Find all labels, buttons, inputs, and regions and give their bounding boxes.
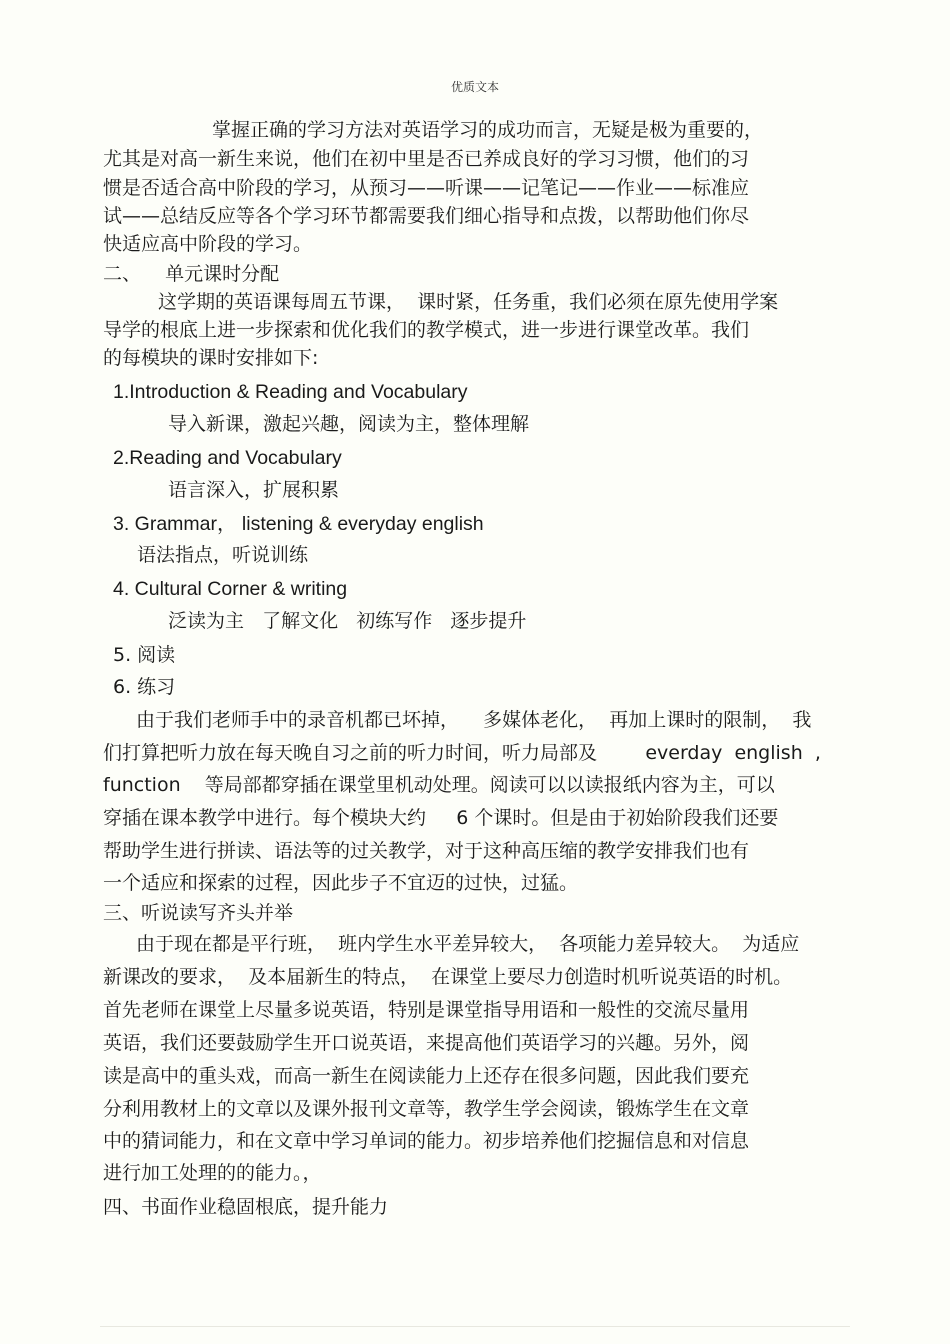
paragraph-line: 快适应高中阶段的学习。 [103,233,313,255]
paragraph-line: 读是高中的重头戏，而高一新生在阅读能力上还存在很多问题，因此我们要充 [103,1065,750,1087]
paragraph-line: 由于我们老师手中的录音机都已坏掉， 多媒体老化， 再加上课时的限制， 我 [136,709,812,731]
paragraph-line: 英语，我们还要鼓励学生开口说英语，来提高他们英语学习的兴趣。另外，阅 [103,1032,750,1054]
paragraph-line: 新课改的要求， 及本届新生的特点， 在课堂上要尽力创造时机听说英语的时机。 [103,966,793,988]
paragraph-line: 掌握正确的学习方法对英语学习的成功而言，无疑是极为重要的， [212,119,764,141]
section-heading: 三、听说读写齐头并举 [103,902,294,924]
list-item-note: 语法指点，听说训练 [137,544,309,566]
list-item-note: 泛读为主 了解文化 初练写作 逐步提升 [168,610,527,632]
page-bottom-rule [100,1326,850,1327]
list-item: 2.Reading and Vocabulary [113,447,342,469]
list-item: 3. Grammar， listening & everyday english [113,513,484,535]
paragraph-line: 这学期的英语课每周五节课， 课时紧，任务重，我们必须在原先使用学案 [158,291,779,313]
paragraph-line: 的每模块的课时安排如下: [103,347,319,369]
list-item-note: 导入新课，激起兴趣，阅读为主，整体理解 [168,413,530,435]
paragraph-line: 们打算把听力放在每天晚自习之前的听力时间，听力局部及 everday english , [103,742,821,764]
list-item-note: 语言深入，扩展积累 [168,479,340,501]
section-heading: 四、书面作业稳固根底，提升能力 [103,1196,389,1218]
list-item: 4. Cultural Corner & writing [113,578,348,600]
paragraph-line: 由于现在都是平行班， 班内学生水平差异较大， 各项能力差异较大。 为适应 [136,933,800,955]
paragraph-line: 首先老师在课堂上尽量多说英语，特别是课堂指导用语和一般性的交流尽量用 [103,999,750,1021]
paragraph-line: 分利用教材上的文章以及课外报刊文章等，教学生学会阅读，锻炼学生在文章 [103,1098,750,1120]
paragraph-line: 试——总结反应等各个学习环节都需要我们细心指导和点拨，以帮助他们你尽 [103,205,750,227]
paragraph-line: 穿插在课本教学中进行。每个模块大约 6 个课时。但是由于初始阶段我们还要 [103,807,779,829]
paragraph-line: 尤其是对高一新生来说，他们在初中里是否已养成良好的学习习惯，他们的习 [103,148,750,170]
section-heading: 二、 单元课时分配 [103,263,280,285]
paragraph-line: 进行加工处理的的能力。， [103,1162,322,1184]
paragraph-line: 导学的根底上进一步探索和优化我们的教学模式，进一步进行课堂改革。我们 [103,319,750,341]
paragraph-line: function 等局部都穿插在课堂里机动处理。阅读可以以读报纸内容为主，可以 [103,774,775,796]
page-header: 优质文本 [450,80,499,94]
paragraph-line: 中的猜词能力，和在文章中学习单词的能力。初步培养他们挖掘信息和对信息 [103,1130,750,1152]
list-item: 1.Introduction & Reading and Vocabulary [113,381,468,403]
paragraph-line: 一个适应和探索的过程，因此步子不宜迈的过快，过猛。 [103,872,579,894]
paragraph-line: 帮助学生进行拼读、语法等的过关教学，对于这种高压缩的教学安排我们也有 [103,840,750,862]
list-item: 5. 阅读 [113,644,176,666]
list-item: 6. 练习 [113,676,176,698]
paragraph-line: 惯是否适合高中阶段的学习，从预习——听课——记笔记——作业——标准应 [103,177,750,199]
